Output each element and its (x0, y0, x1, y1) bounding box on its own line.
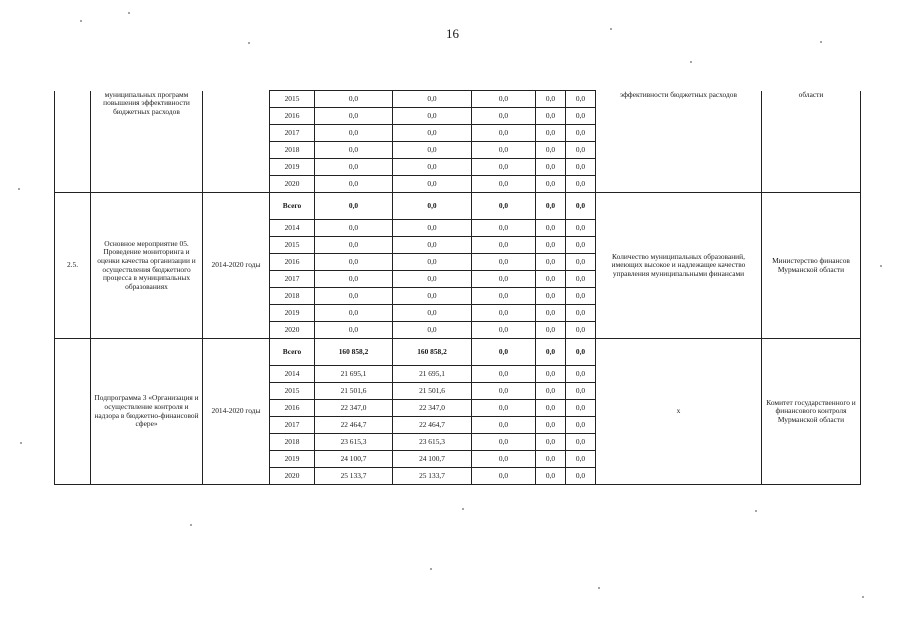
total-cell: 0,0 (315, 91, 393, 108)
indicator-cell: эффективности бюджетных расходов (596, 91, 762, 193)
year-cell: 2015 (270, 237, 315, 254)
federal-budget-cell: 0,0 (472, 125, 536, 142)
year-cell: Всего (270, 193, 315, 220)
year-cell: 2017 (270, 125, 315, 142)
year-cell: 2017 (270, 271, 315, 288)
other-sources-cell: 0,0 (566, 254, 596, 271)
federal-budget-cell: 0,0 (472, 305, 536, 322)
regional-budget-cell: 0,0 (393, 254, 472, 271)
regional-budget-cell: 22 464,7 (393, 417, 472, 434)
local-budget-cell: 0,0 (536, 91, 566, 108)
other-sources-cell: 0,0 (566, 125, 596, 142)
federal-budget-cell: 0,0 (472, 434, 536, 451)
regional-budget-cell: 0,0 (393, 176, 472, 193)
local-budget-cell: 0,0 (536, 305, 566, 322)
regional-budget-cell: 23 615,3 (393, 434, 472, 451)
federal-budget-cell: 0,0 (472, 108, 536, 125)
local-budget-cell: 0,0 (536, 159, 566, 176)
other-sources-cell: 0,0 (566, 193, 596, 220)
period-cell: 2014-2020 годы (203, 193, 270, 339)
local-budget-cell: 0,0 (536, 108, 566, 125)
regional-budget-cell: 24 100,7 (393, 451, 472, 468)
total-cell: 0,0 (315, 254, 393, 271)
executor-cell: Министерство финансов Мурманской области (762, 193, 861, 339)
year-cell: 2020 (270, 322, 315, 339)
other-sources-cell: 0,0 (566, 366, 596, 383)
local-budget-cell: 0,0 (536, 237, 566, 254)
local-budget-cell: 0,0 (536, 254, 566, 271)
regional-budget-cell: 0,0 (393, 237, 472, 254)
regional-budget-cell: 22 347,0 (393, 400, 472, 417)
federal-budget-cell: 0,0 (472, 339, 536, 366)
federal-budget-cell: 0,0 (472, 468, 536, 485)
federal-budget-cell: 0,0 (472, 271, 536, 288)
federal-budget-cell: 0,0 (472, 322, 536, 339)
total-cell: 24 100,7 (315, 451, 393, 468)
regional-budget-cell: 0,0 (393, 108, 472, 125)
local-budget-cell: 0,0 (536, 288, 566, 305)
total-cell: 0,0 (315, 322, 393, 339)
regional-budget-cell: 0,0 (393, 305, 472, 322)
federal-budget-cell: 0,0 (472, 142, 536, 159)
other-sources-cell: 0,0 (566, 91, 596, 108)
table-row (55, 91, 861, 108)
local-budget-cell: 0,0 (536, 383, 566, 400)
total-cell: 0,0 (315, 193, 393, 220)
item-name-cell: Подпрограмма 3 «Организация и осуществление контроля и надзора в бюджетно-финансовой сфере» (91, 339, 203, 485)
total-cell: 0,0 (315, 142, 393, 159)
local-budget-cell: 0,0 (536, 125, 566, 142)
regional-budget-cell: 0,0 (393, 322, 472, 339)
regional-budget-cell: 0,0 (393, 125, 472, 142)
local-budget-cell: 0,0 (536, 271, 566, 288)
total-cell: 0,0 (315, 108, 393, 125)
year-cell: 2015 (270, 91, 315, 108)
total-cell: 23 615,3 (315, 434, 393, 451)
regional-budget-cell: 0,0 (393, 142, 472, 159)
regional-budget-cell: 0,0 (393, 288, 472, 305)
year-cell: 2016 (270, 108, 315, 125)
table-row-total (55, 339, 861, 366)
year-cell: Всего (270, 339, 315, 366)
regional-budget-cell: 0,0 (393, 91, 472, 108)
year-cell: 2020 (270, 468, 315, 485)
federal-budget-cell: 0,0 (472, 176, 536, 193)
local-budget-cell: 0,0 (536, 366, 566, 383)
local-budget-cell: 0,0 (536, 220, 566, 237)
regional-budget-cell: 0,0 (393, 193, 472, 220)
total-cell: 22 347,0 (315, 400, 393, 417)
total-cell: 0,0 (315, 288, 393, 305)
federal-budget-cell: 0,0 (472, 91, 536, 108)
period-cell (203, 91, 270, 193)
regional-budget-cell: 160 858,2 (393, 339, 472, 366)
total-cell: 25 133,7 (315, 468, 393, 485)
local-budget-cell: 0,0 (536, 434, 566, 451)
other-sources-cell: 0,0 (566, 400, 596, 417)
federal-budget-cell: 0,0 (472, 366, 536, 383)
year-cell: 2017 (270, 417, 315, 434)
indicator-cell: х (596, 339, 762, 485)
local-budget-cell: 0,0 (536, 193, 566, 220)
total-cell: 0,0 (315, 237, 393, 254)
budget-table (54, 90, 861, 485)
total-cell: 0,0 (315, 159, 393, 176)
year-cell: 2018 (270, 434, 315, 451)
local-budget-cell: 0,0 (536, 417, 566, 434)
year-cell: 2019 (270, 305, 315, 322)
total-cell: 0,0 (315, 220, 393, 237)
local-budget-cell: 0,0 (536, 400, 566, 417)
year-cell: 2015 (270, 383, 315, 400)
total-cell: 21 501,6 (315, 383, 393, 400)
federal-budget-cell: 0,0 (472, 193, 536, 220)
federal-budget-cell: 0,0 (472, 159, 536, 176)
other-sources-cell: 0,0 (566, 237, 596, 254)
total-cell: 0,0 (315, 271, 393, 288)
federal-budget-cell: 0,0 (472, 400, 536, 417)
item-name-cell: Основное мероприятие 05. Проведение мониторинга и оценки качества организации и осуществления бюджетного процесса в муниципальных образованиях (91, 193, 203, 339)
regional-budget-cell: 0,0 (393, 220, 472, 237)
executor-cell: области (762, 91, 861, 193)
other-sources-cell: 0,0 (566, 417, 596, 434)
federal-budget-cell: 0,0 (472, 254, 536, 271)
federal-budget-cell: 0,0 (472, 220, 536, 237)
local-budget-cell: 0,0 (536, 322, 566, 339)
year-cell: 2018 (270, 288, 315, 305)
federal-budget-cell: 0,0 (472, 237, 536, 254)
year-cell: 2016 (270, 400, 315, 417)
total-cell: 0,0 (315, 125, 393, 142)
other-sources-cell: 0,0 (566, 339, 596, 366)
regional-budget-cell: 25 133,7 (393, 468, 472, 485)
local-budget-cell: 0,0 (536, 339, 566, 366)
regional-budget-cell: 0,0 (393, 271, 472, 288)
executor-cell: Комитет государственного и финансового контроля Мурманской области (762, 339, 861, 485)
year-cell: 2019 (270, 159, 315, 176)
federal-budget-cell: 0,0 (472, 383, 536, 400)
item-name-cell: муниципальных программ повышения эффективности бюджетных расходов (91, 91, 203, 193)
page-number: 16 (446, 26, 459, 41)
regional-budget-cell: 21 695,1 (393, 366, 472, 383)
year-cell: 2016 (270, 254, 315, 271)
year-cell: 2019 (270, 451, 315, 468)
other-sources-cell: 0,0 (566, 176, 596, 193)
other-sources-cell: 0,0 (566, 142, 596, 159)
other-sources-cell: 0,0 (566, 434, 596, 451)
total-cell: 0,0 (315, 176, 393, 193)
regional-budget-cell: 0,0 (393, 159, 472, 176)
other-sources-cell: 0,0 (566, 322, 596, 339)
federal-budget-cell: 0,0 (472, 417, 536, 434)
period-cell: 2014-2020 годы (203, 339, 270, 485)
total-cell: 21 695,1 (315, 366, 393, 383)
table-body (55, 91, 861, 485)
local-budget-cell: 0,0 (536, 142, 566, 159)
item-number-cell (55, 91, 91, 193)
other-sources-cell: 0,0 (566, 468, 596, 485)
local-budget-cell: 0,0 (536, 468, 566, 485)
year-cell: 2014 (270, 366, 315, 383)
other-sources-cell: 0,0 (566, 383, 596, 400)
item-number-cell (55, 339, 91, 485)
total-cell: 160 858,2 (315, 339, 393, 366)
other-sources-cell: 0,0 (566, 305, 596, 322)
local-budget-cell: 0,0 (536, 176, 566, 193)
regional-budget-cell: 21 501,6 (393, 383, 472, 400)
indicator-cell: Количество муниципальных образований, имеющих высокое и надлежащее качество управления муниципальными финансами (596, 193, 762, 339)
federal-budget-cell: 0,0 (472, 288, 536, 305)
other-sources-cell: 0,0 (566, 108, 596, 125)
table-row-total (55, 193, 861, 220)
item-number-cell: 2.5. (55, 193, 91, 339)
other-sources-cell: 0,0 (566, 271, 596, 288)
local-budget-cell: 0,0 (536, 451, 566, 468)
total-cell: 22 464,7 (315, 417, 393, 434)
year-cell: 2014 (270, 220, 315, 237)
federal-budget-cell: 0,0 (472, 451, 536, 468)
other-sources-cell: 0,0 (566, 159, 596, 176)
other-sources-cell: 0,0 (566, 288, 596, 305)
other-sources-cell: 0,0 (566, 451, 596, 468)
total-cell: 0,0 (315, 305, 393, 322)
other-sources-cell: 0,0 (566, 220, 596, 237)
year-cell: 2020 (270, 176, 315, 193)
year-cell: 2018 (270, 142, 315, 159)
